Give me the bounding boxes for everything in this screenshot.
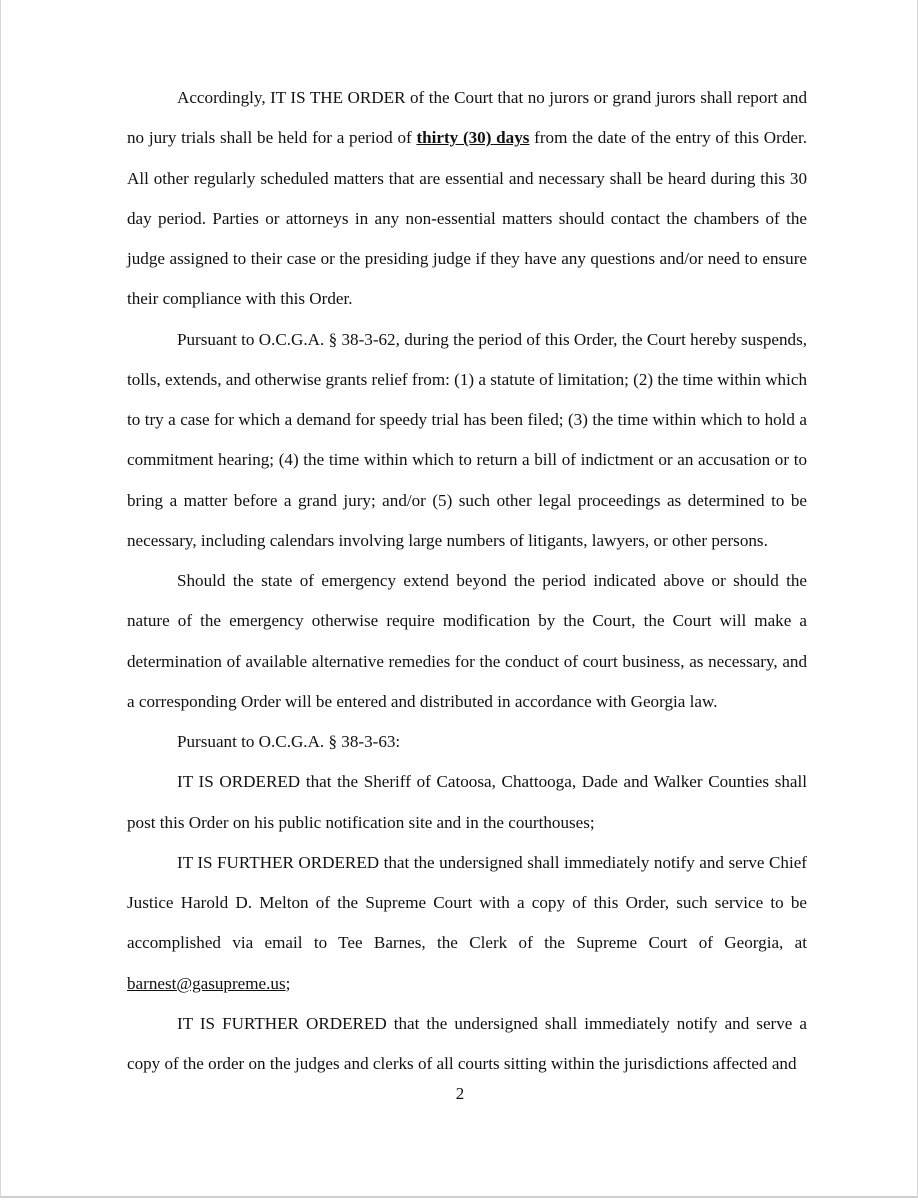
clerk-email-link[interactable]: barnest@gasupreme.us (127, 973, 286, 993)
paragraph-statute-reference: Pursuant to O.C.G.A. § 38-3-63: (177, 732, 401, 751)
paragraph-judges-clerks-service: IT IS FURTHER ORDERED that the undersigned shall immediately notify and serve a copy of the order on the judges and clerks of all courts sitting within the jurisdictions affected and (127, 1013, 807, 1073)
paragraph-chief-justice-service (127, 843, 807, 1004)
paragraph-jury-order (127, 78, 807, 320)
thirty-days-emphasis: thirty (30) days (416, 128, 530, 148)
paragraph-emergency-extension: Should the state of emergency extend beyond the period indicated above or should the nature of the emergency otherwise require modification by the Court, the Court will make a determination of available alternative remedies for the conduct of court business, as necessary, and a corresponding Order will be entered and distributed in accordance with Georgia law. (127, 571, 807, 711)
paragraph-sheriff-order: IT IS ORDERED that the Sheriff of Catoosa, Chattooga, Dade and Walker Counties shall post this Order on his public notification site and in the courthouses; (127, 772, 807, 832)
document-body (127, 78, 807, 1084)
page-number: 2 (455, 1084, 465, 1103)
paragraph-chief-justice-end: ; (285, 973, 291, 993)
paragraph-tolling-relief: Pursuant to O.C.G.A. § 38-3-62, during the period of this Order, the Court hereby suspends, tolls, extends, and otherwise grants relief from: (1) a statute of limitation; (2) the time within which to try a case for which a demand for speedy trial has been filed; (3) the time within which to hold a commitment hearing; (4) the time within which to return a bill of indictment or an accusation or to bring a matter before a grand jury; and/or (5) such other legal proceedings as determined to be necessary, including calendars involving large numbers of litigants, lawyers, or other persons. (127, 329, 807, 550)
paragraph-jury-order-text-2: from the date of the entry of this Order. All other regularly scheduled matters that are essential and necessary shall be heard during this 30 day period. Parties or attorneys in any non-essential matters should contact the chambers of the judge assigned to their case or the presiding judge if they have any questions and/or need to ensure their compliance with this Order. (127, 128, 807, 309)
paragraph-jury-order-text-1: Accordingly, IT IS THE ORDER of the Court that no jurors or grand jurors shall report and no jury trials shall be held for a period of (127, 88, 807, 148)
paragraph-chief-justice-text: IT IS FURTHER ORDERED that the undersigned shall immediately notify and serve Chief Justice Harold D. Melton of the Supreme Court with a copy of this Order, such service to be accomplished via email to Tee Barnes, the Clerk of the Supreme Court of Georgia, at (127, 852, 807, 953)
